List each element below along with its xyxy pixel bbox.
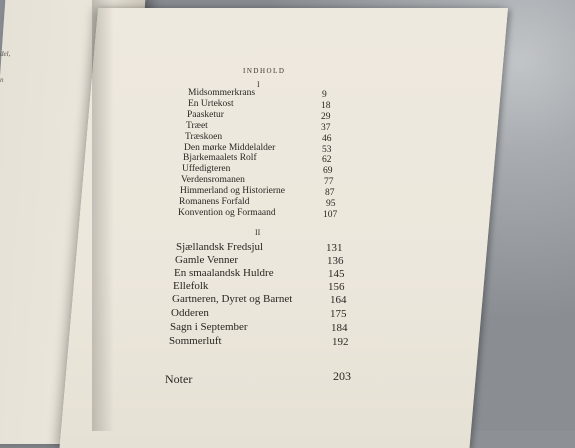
left-page-fragment: del,	[0, 50, 11, 58]
toc-entry-page: 77	[324, 177, 334, 187]
toc-entry-title: Bjarkemaalets Rolf	[183, 153, 257, 163]
toc-entry-page: 175	[330, 308, 347, 320]
toc-entry-page: 145	[328, 268, 345, 280]
toc-entry-page: 95	[326, 199, 336, 209]
toc-entry-page: 156	[328, 281, 345, 293]
toc-entry-page: 87	[325, 188, 335, 198]
toc-entry-page: 18	[321, 101, 331, 111]
left-page-fragment: n	[0, 76, 4, 84]
toc-entry-page: 136	[327, 255, 344, 267]
toc-entry-title: Træskoen	[185, 132, 223, 142]
section-numeral: II	[255, 228, 261, 237]
toc-entry-title: Uffedigteren	[182, 164, 231, 174]
toc-entry-page: 37	[321, 123, 331, 133]
toc-entry-page: 9	[322, 90, 327, 100]
toc-entry-page: 29	[321, 112, 331, 122]
section-numeral: I	[257, 80, 260, 89]
toc-heading: INDHOLD	[243, 67, 286, 75]
toc-entry-page: 62	[322, 155, 332, 165]
toc-entry-page: 184	[331, 322, 348, 334]
toc-entry-page: 164	[330, 294, 347, 306]
toc-entry-page: 131	[326, 242, 343, 254]
toc-entry-title: En Urtekost	[188, 99, 234, 109]
toc-entry-title: Romanens Forfald	[179, 197, 250, 207]
toc-entry-page: 46	[322, 134, 332, 144]
toc-entry-title: Gamle Venner	[175, 254, 239, 266]
toc-entry-title: Verdensromanen	[181, 175, 245, 185]
toc-entry-title: Træet	[186, 121, 208, 131]
toc-entry-title: En smaalandsk Huldre	[174, 267, 274, 279]
toc-notes-page: 203	[333, 369, 351, 383]
toc-entry-title: Den mørke Middelalder	[184, 143, 276, 153]
toc-entry-title: Midsommerkrans	[188, 88, 256, 98]
toc-entry-title: Sagn i September	[170, 321, 248, 333]
toc-entry-page: 192	[332, 336, 349, 348]
toc-entry-title: Himmerland og Historierne	[180, 186, 286, 196]
toc-entry-page: 53	[322, 145, 332, 155]
toc-entry-title: Odderen	[171, 307, 209, 319]
toc-entry-title: Konvention og Formaand	[178, 208, 276, 218]
toc-entry-title: Gartneren, Dyret og Barnet	[172, 293, 293, 305]
toc-entry-title: Paasketur	[187, 110, 224, 120]
toc-entry-page: 107	[323, 210, 338, 220]
toc-entry-page: 69	[323, 166, 333, 176]
toc-entry-title: Ellefolk	[173, 280, 209, 292]
toc-entry-title: Sjællandsk Fredsjul	[176, 241, 264, 253]
toc-entry-title: Sommerluft	[169, 335, 222, 347]
toc-notes-title: Noter	[165, 372, 193, 386]
